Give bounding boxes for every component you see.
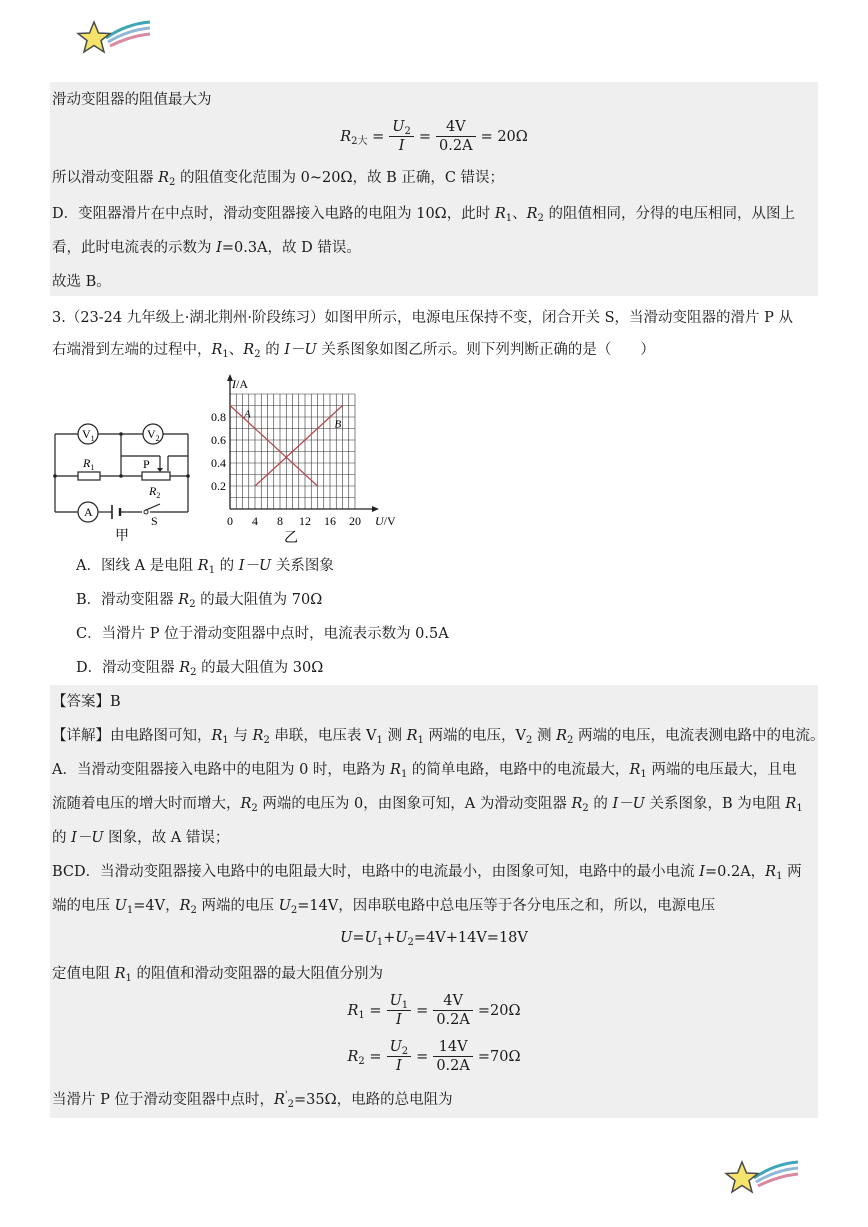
series-label-a: A bbox=[244, 408, 251, 421]
question-stem: 3.（23-24 九年级上·湖北荆州·阶段练习）如图甲所示，电源电压保持不变，闭合开关 S，当滑动变阻器的滑片 P 从 bbox=[52, 310, 793, 326]
x-tick-label: 12 bbox=[299, 514, 311, 528]
x-axis-label: U/V bbox=[375, 514, 396, 528]
x-tick-label: 20 bbox=[349, 514, 361, 528]
star-icon bbox=[76, 18, 156, 64]
series-label-b: B bbox=[334, 418, 342, 431]
x-tick-label: 16 bbox=[324, 514, 336, 528]
x-tick-label: 4 bbox=[252, 514, 258, 528]
text-line: 流随着电压的增大时而增大，$R_2$ 两端的电压为 0，由图象可知，A 为滑动变阻器 $R_2$ 的 I－U 关系图象，B 为电阻 $R_1$ bbox=[52, 796, 803, 814]
text-line: 所以滑动变阻器 $R_2$ 的阻值变化范围为 0~20Ω，故 B 正确，C 错误； bbox=[52, 170, 505, 188]
text-line: BCD．当滑动变阻器接入电路中的电阻最大时，电路中的电流最小，由图象可知，电路中的最小电流 I=0.2A，$R_1$ 两 bbox=[52, 864, 802, 882]
svg-text:R1: $R_1$ bbox=[83, 456, 95, 472]
x-tick-label: 8 bbox=[277, 514, 283, 528]
svg-text:P: P bbox=[143, 457, 150, 471]
text-line: 【详解】由电路图可知，$R_1$ 与 $R_2$ 串联，电压表 $V_1$ 测 $R_1$ 两端的电压，$V_2$ 测 $R_2$ 两端的电压，电流表测电路中的电流。 bbox=[52, 728, 825, 746]
option-c: C．当滑片 P 位于滑动变阻器中点时，电流表示数为 0.5A bbox=[76, 626, 449, 642]
rheostat-r2-icon bbox=[142, 472, 170, 480]
question-stem: 右端滑到左端的过程中，$R_1$、$R_2$ 的 I－U 关系图象如图乙所示。则下列判断正确的是（ ） bbox=[52, 342, 655, 360]
text-line: 端的电压 $U_1=4V$，$R_2$ 两端的电压 $U_2=14V$，因串联电路中总电压等于各分电压之和，所以，电源电压 bbox=[52, 898, 716, 916]
y-tick-label: 0.8 bbox=[211, 410, 226, 424]
equation: $U=U_1+U_2=4V+14V=18V$ bbox=[340, 930, 528, 948]
text-line: A．当滑动变阻器接入电路中的电阻为 0 时，电路为 $R_1$ 的简单电路，电路中的电流最大，$R_1$ 两端的电压最大，且电 bbox=[52, 762, 797, 780]
text-line: 的 I－U 图象，故 A 错误； bbox=[52, 830, 230, 846]
circuit-diagram bbox=[50, 416, 200, 546]
resistor-r1-icon bbox=[78, 472, 100, 480]
x-tick-label: 0 bbox=[227, 514, 233, 528]
equation: $R_1$ = $\frac{U_1}{I}$ = $\frac{4V}{0.2A}$ =20Ω bbox=[347, 993, 521, 1028]
y-axis-label: I/A bbox=[232, 377, 248, 391]
text-line: D．变阻器滑片在中点时，滑动变阻器接入电路的电阻为 10Ω，此时 $R_1$、$R_2$ 的阻值相同，分得的电压相同，从图上 bbox=[52, 206, 796, 224]
svg-text:R2: $R_2$ bbox=[149, 484, 161, 500]
star-icon bbox=[724, 1158, 804, 1204]
svg-text:S: S bbox=[151, 514, 158, 528]
text-line: 当滑片 P 位于滑动变阻器中点时，$R'_2=35\Omega$，电路的总电阻为 bbox=[52, 1090, 453, 1110]
y-tick-label: 0.6 bbox=[211, 433, 226, 447]
text-line: 滑动变阻器的阻值最大为 bbox=[52, 92, 212, 108]
svg-text:A: A bbox=[84, 505, 93, 519]
x-axis-arrow bbox=[372, 506, 379, 512]
chart-caption: 乙 bbox=[284, 531, 298, 544]
svg-text:V2: $V_2$ bbox=[147, 427, 160, 443]
option-d: D．滑动变阻器 $R_2$ 的最大阻值为 30Ω bbox=[76, 660, 324, 678]
svg-text:甲: 甲 bbox=[115, 529, 129, 544]
equation: $R_2$ = $\frac{U_2}{I}$ = $\frac{14V}{0.2A}$ =70Ω bbox=[347, 1039, 521, 1074]
svg-text:V1: $V_1$ bbox=[82, 427, 95, 443]
text-line: 定值电阻 $R_1$ 的阻值和滑动变阻器的最大阻值分别为 bbox=[52, 966, 384, 984]
option-b: B．滑动变阻器 $R_2$ 的最大阻值为 70Ω bbox=[76, 592, 323, 610]
text-line: 故选 B。 bbox=[52, 274, 111, 290]
y-tick-label: 0.2 bbox=[211, 479, 226, 493]
answer-label: 【答案】B bbox=[52, 694, 121, 710]
iu-chart bbox=[200, 364, 410, 544]
option-a: A．图线 A 是电阻 $R_1$ 的 I－U 关系图象 bbox=[76, 558, 334, 576]
text-line: 看，此时电流表的示数为 I=0.3A，故 D 错误。 bbox=[52, 240, 361, 256]
y-tick-label: 0.4 bbox=[211, 456, 226, 470]
equation: $R_{2大}$ = $\frac{U_2}{I}$ = $\frac{4V}{0.2A}$ = 20Ω bbox=[340, 119, 528, 154]
previous-solution-block bbox=[50, 82, 818, 296]
